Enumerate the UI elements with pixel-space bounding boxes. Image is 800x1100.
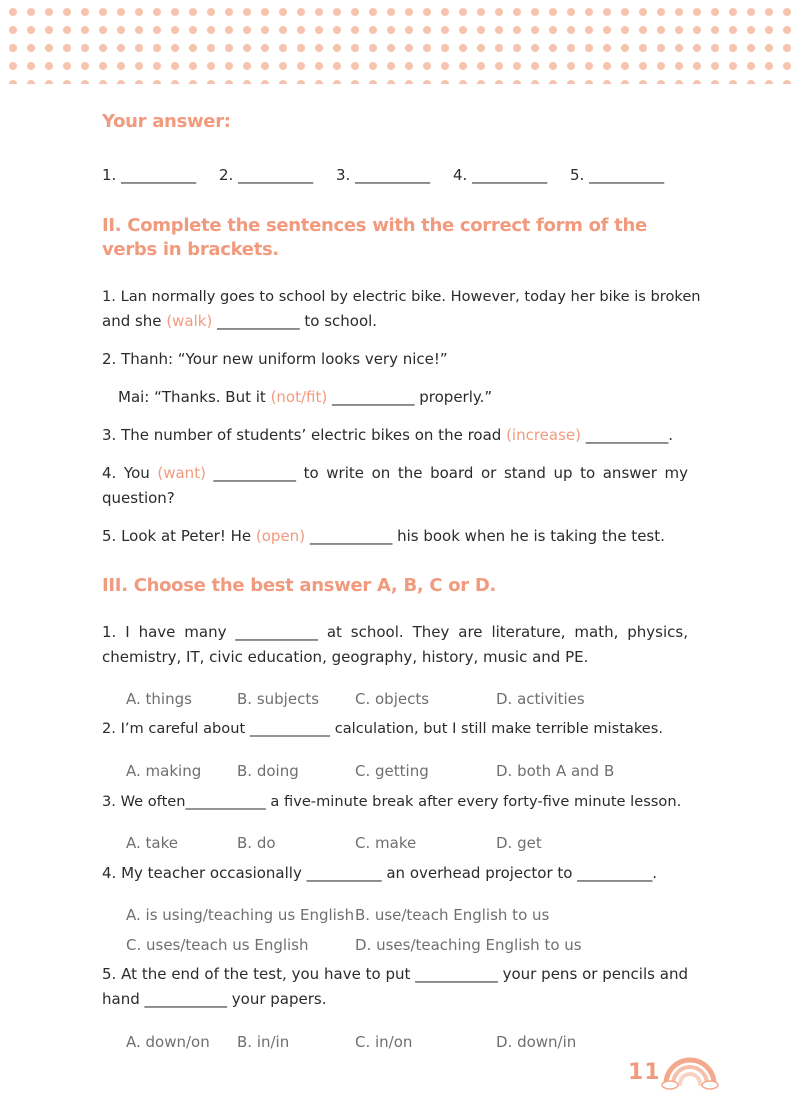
- s2-q2-line1: 2. Thanh: “Your new uniform looks very nice!”: [102, 350, 448, 368]
- verb-hint: (walk): [166, 312, 213, 330]
- section-3-title: III. Choose the best answer A, B, C or D.: [102, 575, 497, 596]
- option-d[interactable]: D. uses/teaching English to us: [355, 936, 582, 954]
- s2-q1-line1: 1. Lan normally goes to school by electric bike. However, today her bike is broken: [102, 288, 701, 305]
- option-a[interactable]: A. is using/teaching us English: [126, 906, 355, 924]
- s2-q5: 5. Look at Peter! He (open) ___________ his book when he is taking the test.: [102, 527, 665, 545]
- option-b[interactable]: B. use/teach English to us: [355, 906, 550, 924]
- option-a[interactable]: A. making: [126, 762, 202, 780]
- answer-slot[interactable]: 3. __________: [336, 166, 431, 184]
- option-c[interactable]: C. uses/teach us English: [126, 936, 309, 954]
- option-b[interactable]: B. do: [237, 834, 276, 852]
- option-a[interactable]: A. things: [126, 690, 192, 708]
- verb-hint: (increase): [506, 426, 581, 444]
- answer-slot[interactable]: 2. __________: [219, 166, 314, 184]
- verb-hint: (not/fit): [270, 388, 328, 406]
- s2-q1-line2: and she (walk) ___________ to school.: [102, 312, 378, 330]
- page-number: 11: [628, 1060, 661, 1085]
- option-a[interactable]: A. take: [126, 834, 178, 852]
- option-b[interactable]: B. in/in: [237, 1033, 290, 1051]
- s3-q1-line2: chemistry, IT, civic education, geography, history, music and PE.: [102, 648, 589, 666]
- rainbow-icon: [660, 1040, 720, 1090]
- section-2-title: II. Complete the sentences with the correct form of the verbs in brackets.: [102, 215, 647, 260]
- option-d[interactable]: D. activities: [496, 690, 585, 708]
- verb-hint: (want): [157, 464, 206, 482]
- option-d[interactable]: D. get: [496, 834, 542, 852]
- answer-slots: [102, 164, 682, 186]
- option-b[interactable]: B. doing: [237, 762, 299, 780]
- option-b[interactable]: B. subjects: [237, 690, 320, 708]
- s2-q3: 3. The number of students’ electric bikes on the road (increase) ___________.: [102, 426, 674, 444]
- option-c[interactable]: C. getting: [355, 762, 429, 780]
- dotted-header-pattern: [0, 0, 800, 84]
- s2-q4-line2: question?: [102, 489, 175, 507]
- your-answer-title: Your answer:: [102, 111, 231, 132]
- s3-q1-line1: 1. I have many ___________ at school. They are literature, math, physics,: [102, 623, 688, 641]
- option-d[interactable]: D. both A and B: [496, 762, 615, 780]
- verb-hint: (open): [255, 527, 306, 545]
- answer-slot[interactable]: 5. __________: [570, 166, 665, 184]
- option-c[interactable]: C. make: [355, 834, 417, 852]
- s3-q5-line1: 5. At the end of the test, you have to put ___________ your pens or pencils and: [102, 965, 688, 983]
- s3-q5-line2: hand ___________ your papers.: [102, 990, 327, 1008]
- s3-q3: 3. We often___________ a five-minute break after every forty-five minute lesson.: [102, 793, 682, 810]
- s3-q2: 2. I’m careful about ___________ calculation, but I still make terrible mistakes.: [102, 720, 664, 737]
- answer-slot[interactable]: 1. __________: [102, 166, 197, 184]
- answer-slot[interactable]: 4. __________: [453, 166, 548, 184]
- s3-q4: 4. My teacher occasionally __________ an overhead projector to __________.: [102, 864, 657, 882]
- option-a[interactable]: A. down/on: [126, 1033, 210, 1051]
- s2-q2-line2: Mai: “Thanks. But it (not/fit) ___________ properly.”: [118, 388, 493, 406]
- s2-q4-line1: 4. You (want) ___________ to write on the board or stand up to answer my: [102, 464, 689, 482]
- option-c[interactable]: C. objects: [355, 690, 430, 708]
- option-d[interactable]: D. down/in: [496, 1033, 577, 1051]
- option-c[interactable]: C. in/on: [355, 1033, 413, 1051]
